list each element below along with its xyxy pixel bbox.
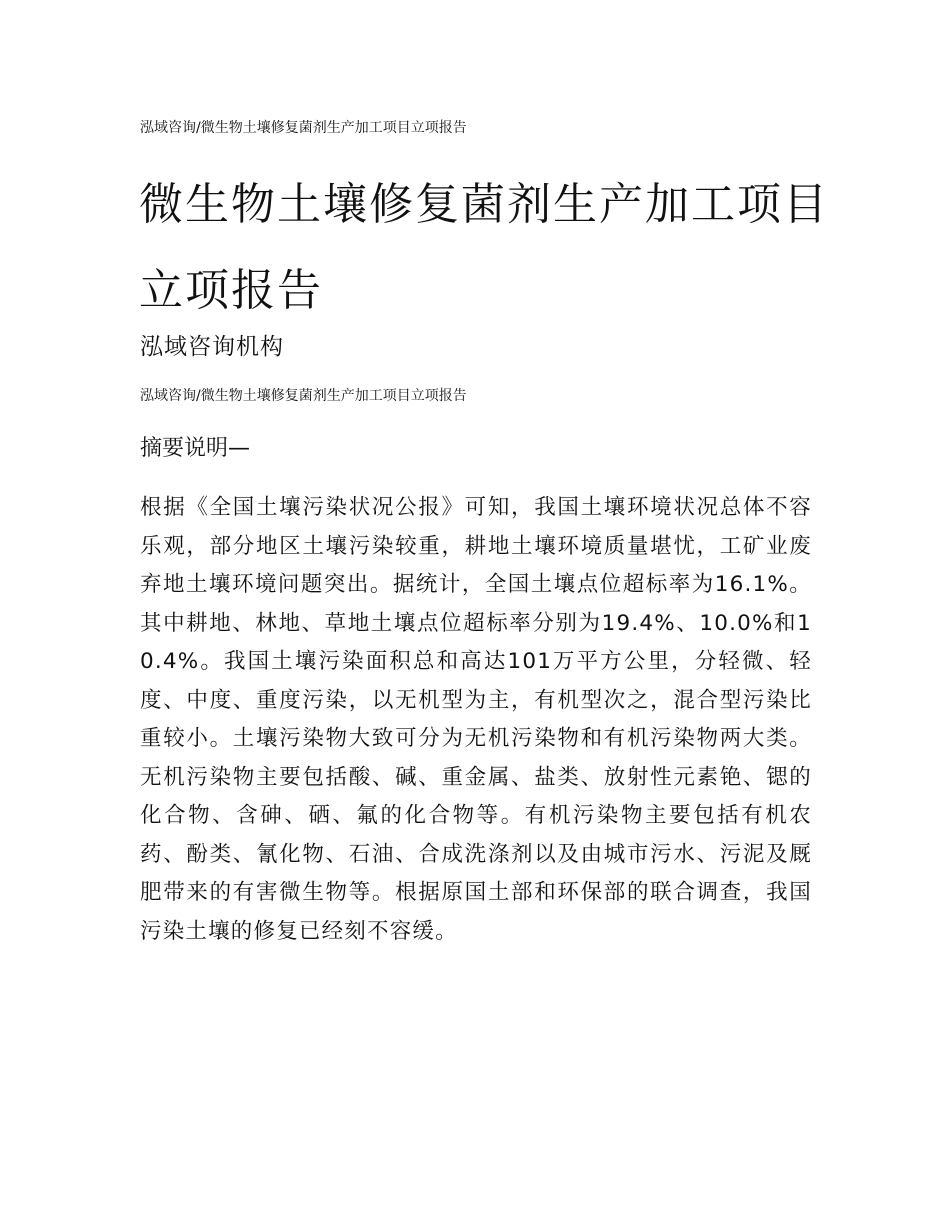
running-header-secondary: 泓域咨询/微生物土壤修复菌剂生产加工项目立项报告 [140,388,467,404]
document-title: 微生物土壤修复菌剂生产加工项目立项报告 [139,179,829,316]
section-heading: 摘要说明— [140,436,251,461]
body-paragraph: 根据《全国土壤污染状况公报》可知，我国土壤环境状况总体不容乐观，部分地区土壤污染较重，耕地土壤环境质量堪忧，工矿业废弃地土壤环境问题突出。据统计，全国土壤点位超标率为16.1%。其中耕地、林地、草地土壤点位超标率分别为19.4%、10.0%和10.4%。我国土壤污染面积总和高达101万平方公里，分轻微、轻度、中度、重度污染，以无机型为主，有机型次之，混合型污染比重较小。土壤污染物大致可分为无机污染物和有机污染物两大类。无机污染物主要包括酸、碱、重金属、盐类、放射性元素铯、锶的化合物、含砷、硒、氟的化合物等。有机污染物主要包括有机农药、酚类、氰化物、石油、合成洗涤剂以及由城市污水、污泥及厩肥带来的有害微生物等。根据原国土部和环保部的联合调查，我国污染土壤的修复已经刻不容缓。 [140,495,812,944]
running-header: 泓域咨询/微生物土壤修复菌剂生产加工项目立项报告 [140,120,467,136]
organization-name: 泓域咨询机构 [140,334,284,360]
